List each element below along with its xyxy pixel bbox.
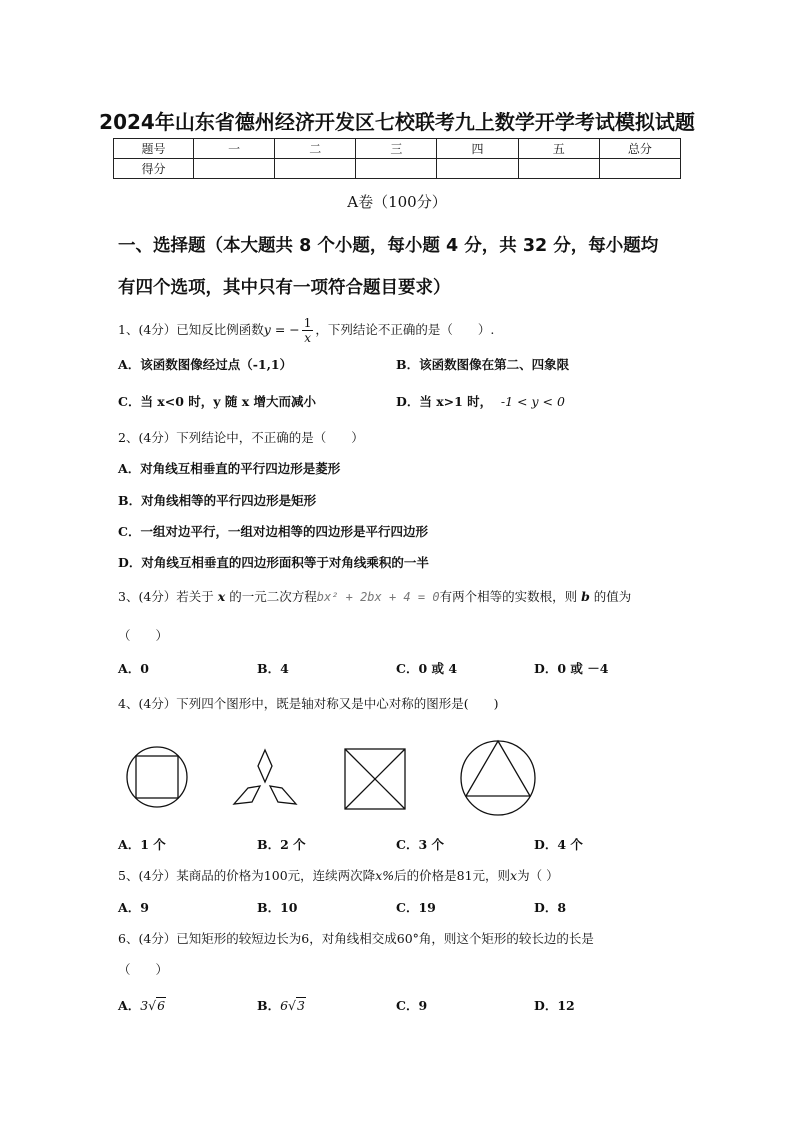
figure-square-diagonals <box>343 747 407 811</box>
q3-option-d: D．0 或 －4 <box>534 661 609 676</box>
score-cell: 五 <box>518 139 599 159</box>
q6-option-b-sqrt: √3 <box>288 998 305 1013</box>
question-4-stem: 4、(4分）下列四个图形中，既是轴对称又是中心对称的图形是( ) <box>118 696 499 711</box>
q2-option-b: B．对角线相等的平行四边形是矩形 <box>118 493 317 508</box>
score-cell: 一 <box>194 139 275 159</box>
q2-option-a: A．对角线互相垂直的平行四边形是菱形 <box>118 461 341 476</box>
q5-var: x <box>510 868 518 883</box>
q2-option-d: D．对角线互相垂直的四边形面积等于对角线乘积的一半 <box>118 555 429 570</box>
figure-circle-square <box>124 744 190 810</box>
q5-stem-a: 5、(4分）某商品的价格为 <box>118 868 264 883</box>
q1-fraction <box>302 316 314 345</box>
question-3-stem <box>118 587 631 605</box>
exam-title: 2024年山东省德州经济开发区七校联考九上数学开学考试模拟试题 <box>99 110 695 134</box>
q1-suffix: ，下列结论不正确的是（ ）. <box>315 322 495 337</box>
q3-option-a: A．0 <box>118 661 149 676</box>
q3-option-c: C．0 或 4 <box>396 661 458 676</box>
section-heading-line-2: 有四个选项，其中只有一项符合题目要求） <box>118 278 451 298</box>
q5-price-2: 81 <box>456 868 473 883</box>
score-cell: 题号 <box>114 139 194 159</box>
q1-frac-numerator: 1 <box>303 316 312 330</box>
q4-option-b: B．2 个 <box>257 837 306 852</box>
q1-option-d-math: -1 < y < 0 <box>500 394 565 409</box>
q6-option-b <box>257 996 306 1014</box>
score-cell <box>437 159 518 179</box>
q3-stem-d: 的值为 <box>593 589 632 604</box>
q5-percent: x% <box>375 868 395 883</box>
question-1-stem <box>118 316 494 345</box>
score-cell <box>599 159 680 179</box>
score-cell: 得分 <box>114 159 194 179</box>
q5-option-c: C．19 <box>396 900 436 915</box>
score-table-header-row <box>114 139 681 159</box>
q3-option-b: B．4 <box>257 661 289 676</box>
score-cell: 四 <box>437 139 518 159</box>
q1-option-c: C．当 x<0 时，y 随 x 增大而减小 <box>118 394 317 409</box>
q4-option-a: A．1 个 <box>118 837 166 852</box>
score-cell <box>275 159 356 179</box>
section-a-title: A卷（100分） <box>347 193 447 211</box>
q4-option-d: D．4 个 <box>534 837 583 852</box>
q3-answer-paren: （ ） <box>118 628 169 643</box>
q2-option-c: C．一组对边平行，一组对边相等的四边形是平行四边形 <box>118 524 428 539</box>
figure-three-rhombuses <box>230 748 300 808</box>
q4-option-c: C．3 个 <box>396 837 444 852</box>
question-5-stem <box>118 866 559 884</box>
q3-stem-c: 有两个相等的实数根，则 <box>439 589 578 604</box>
score-cell <box>194 159 275 179</box>
q5-stem-c: 后的价格是 <box>394 868 457 883</box>
q6-option-a-radicand: 6 <box>157 998 166 1013</box>
q1-function-lhs: y = − <box>263 322 300 337</box>
q3-stem-b: 的一元二次方程 <box>229 589 317 604</box>
q1-option-d <box>396 392 565 410</box>
q6-option-a <box>118 996 166 1014</box>
q6-option-a-label: A． <box>118 998 141 1013</box>
q3-stem-a: 3、(4分）若关于 <box>118 589 214 604</box>
score-cell: 总分 <box>599 139 680 159</box>
q3-var-b: b <box>581 589 590 604</box>
q6-answer-paren: （ ） <box>118 962 169 977</box>
score-table <box>113 138 681 179</box>
q6-option-d: D．12 <box>534 998 575 1013</box>
q3-var-x: x <box>217 589 226 604</box>
q1-option-d-text: D．当 x>1 时， <box>396 394 493 409</box>
q5-option-d: D．8 <box>534 900 567 915</box>
figure-circle-triangle <box>458 738 538 818</box>
q3-equation: bx² + 2bx + 4 = 0 <box>316 590 440 604</box>
q6-option-c: C．9 <box>396 998 428 1013</box>
q5-option-a: A．9 <box>118 900 149 915</box>
score-cell <box>356 159 437 179</box>
q6-option-b-label: B． <box>257 998 281 1013</box>
q1-option-b: B．该函数图像在第二、四象限 <box>396 357 570 372</box>
score-cell: 三 <box>356 139 437 159</box>
q1-option-a: A．该函数图像经过点（-1,1） <box>118 357 293 372</box>
q5-stem-d: 元，则 <box>472 868 511 883</box>
q5-stem-e: 为（ ） <box>517 868 559 883</box>
q5-option-b: B．10 <box>257 900 298 915</box>
q6-option-b-coef: 6 <box>280 998 289 1013</box>
q1-frac-denominator: x <box>304 331 311 345</box>
section-heading-line-1: 一、选择题（本大题共 8 个小题，每小题 4 分，共 32 分，每小题均 <box>118 236 659 256</box>
question-6-stem: 6、(4分）已知矩形的较短边长为6，对角线相交成60°角，则这个矩形的较长边的长是 <box>118 931 594 946</box>
q5-price: 100 <box>263 868 288 883</box>
q1-prefix: 1、(4分）已知反比例函数 <box>118 322 264 337</box>
score-cell: 二 <box>275 139 356 159</box>
q6-option-a-coef: 3 <box>140 998 149 1013</box>
q5-stem-b: 元，连续两次降 <box>287 868 376 883</box>
q6-option-a-sqrt: √6 <box>148 998 166 1013</box>
question-2-stem: 2、(4分）下列结论中，不正确的是（ ） <box>118 430 364 445</box>
score-table-score-row <box>114 159 681 179</box>
score-cell <box>518 159 599 179</box>
q6-option-b-radicand: 3 <box>297 998 305 1013</box>
